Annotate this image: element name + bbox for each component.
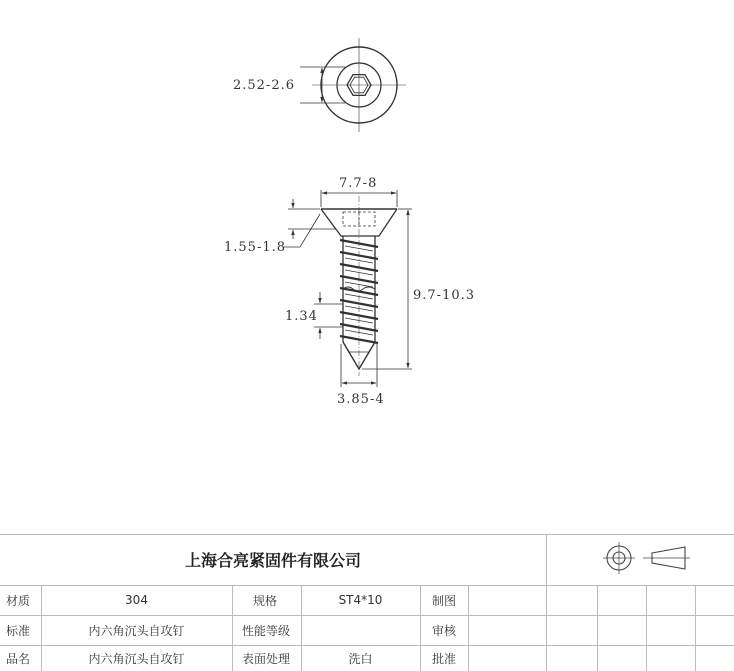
material-label: 材质 bbox=[6, 593, 31, 608]
company-name: 上海合亮紧固件有限公司 bbox=[184, 551, 361, 570]
spec-value: ST4*10 bbox=[338, 593, 383, 607]
approved-by-label: 批准 bbox=[431, 651, 456, 666]
head-height-dimension bbox=[283, 199, 336, 247]
grade-value bbox=[301, 615, 420, 645]
material-value: 304 bbox=[125, 593, 148, 607]
side-view bbox=[321, 196, 397, 376]
spec-label: 规格 bbox=[253, 593, 278, 608]
head-diameter-label: 7.7-8 bbox=[339, 176, 378, 191]
pitch-dimension bbox=[314, 292, 343, 339]
length-label: 9.7-10.3 bbox=[413, 288, 476, 303]
surface-treatment-value: 洗白 bbox=[348, 651, 373, 666]
standard-value: 内六角沉头自攻钉 bbox=[88, 623, 185, 638]
title-block bbox=[0, 534, 734, 671]
grade-label: 性能等级 bbox=[242, 623, 291, 638]
length-dimension bbox=[362, 209, 412, 369]
checked-by-label: 审核 bbox=[431, 623, 456, 638]
thread-diameter-label: 3.85-4 bbox=[337, 392, 385, 407]
head-height-label: 1.55-1.8 bbox=[224, 240, 287, 255]
top-view bbox=[312, 38, 406, 132]
product-name-label: 品名 bbox=[6, 651, 31, 666]
drawn-by-label: 制图 bbox=[431, 593, 456, 608]
pitch-label: 1.34 bbox=[285, 309, 318, 324]
product-name-value: 内六角沉头自攻钉 bbox=[88, 651, 185, 666]
hex-socket-label: 2.52-2.6 bbox=[233, 78, 296, 93]
standard-label: 标准 bbox=[6, 623, 31, 638]
surface-treatment-label: 表面处理 bbox=[242, 651, 291, 666]
